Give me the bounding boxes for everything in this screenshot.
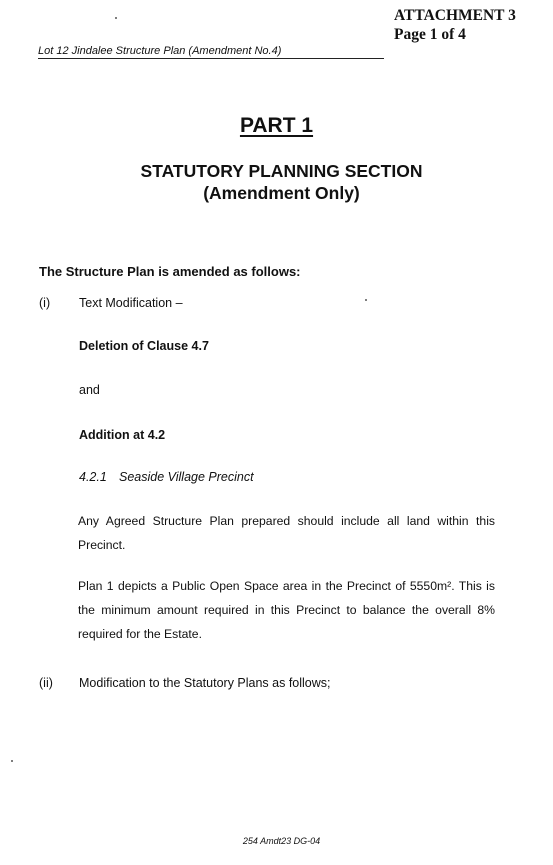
item-number-ii: (ii) <box>39 676 53 690</box>
section-subheading: (Amendment Only) <box>203 183 360 203</box>
scan-speck <box>11 760 13 762</box>
attachment-title: ATTACHMENT 3 <box>394 7 516 24</box>
intro-statement: The Structure Plan is amended as follows: <box>39 264 301 279</box>
part-heading: PART 1 <box>239 114 314 137</box>
conjunction-text: and <box>79 383 100 397</box>
attachment-page-number: Page 1 of 4 <box>394 26 466 43</box>
scan-speck <box>365 299 367 301</box>
page-footer: 254 Amdt23 DG-04 <box>242 836 321 846</box>
section-heading: STATUTORY PLANNING SECTION <box>140 161 423 181</box>
item-label-i: Text Modification – <box>79 296 183 310</box>
open-space-paragraph: Plan 1 depicts a Public Open Space area in the Precinct of 5550m². This is the minimum amount required in this Precinct to balance the overall 8% required for the Estate. <box>78 579 495 641</box>
precinct-paragraph: Any Agreed Structure Plan prepared should include all land within this Precinct. <box>78 514 495 552</box>
attachment-label <box>394 6 516 44</box>
deletion-heading: Deletion of Clause 4.7 <box>79 339 209 353</box>
item-number-i: (i) <box>39 296 51 310</box>
addition-heading: Addition at 4.2 <box>79 428 166 442</box>
scan-speck <box>115 17 117 19</box>
subclause-title: Seaside Village Precinct <box>119 470 254 484</box>
item-label-ii: Modification to the Statutory Plans as follows; <box>79 676 331 690</box>
document-header-title: Lot 12 Jindalee Structure Plan (Amendment No.4) <box>38 45 282 57</box>
subclause-number: 4.2.1 <box>79 470 107 484</box>
header-rule <box>38 58 384 59</box>
